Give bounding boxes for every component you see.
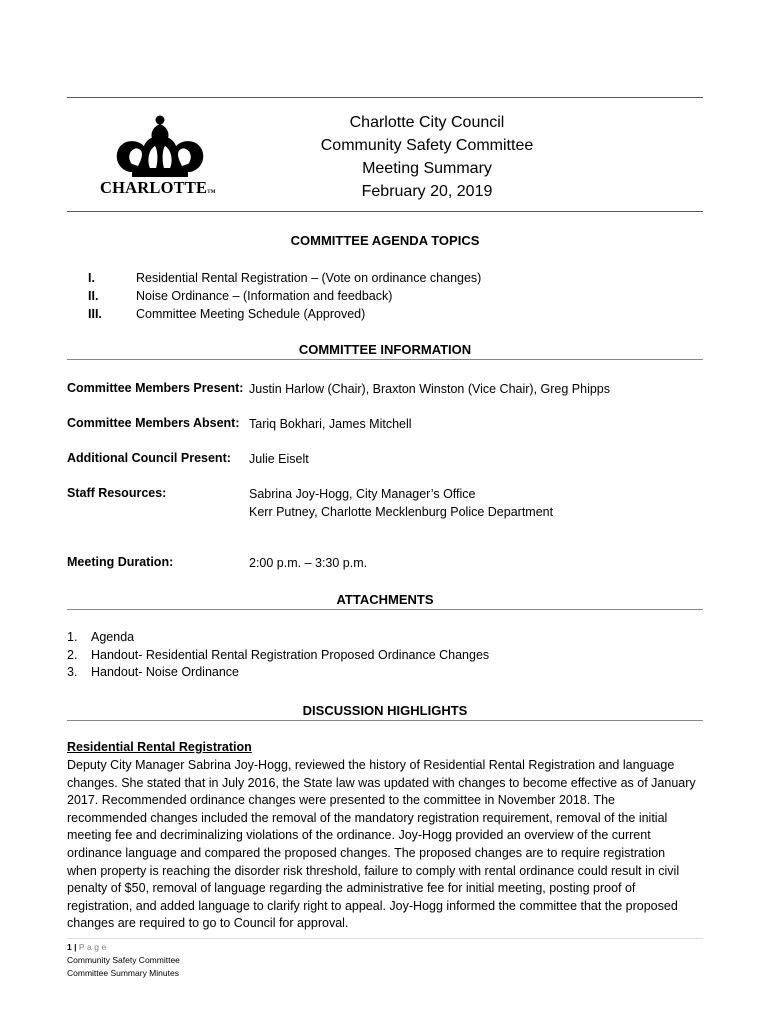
page-footer — [67, 941, 180, 980]
rental-registration-subheading: Residential Rental Registration — [67, 740, 252, 754]
paragraph-line: penalty of $50, removal of language regarding the administrative fee for initial meeting, posting proof of — [67, 881, 636, 896]
paragraph-line: changes are required to go to Council for approval. — [67, 916, 349, 931]
paragraph-line: changes. She stated that in July 2016, the State law was updated with changes to become effective as of January — [67, 775, 696, 790]
title-line: Charlotte City Council — [349, 114, 505, 131]
members-absent-value: Tariq Bokhari, James Mitchell — [249, 417, 412, 431]
footer-line: Community Safety Committee — [67, 955, 180, 965]
agenda-list — [88, 269, 481, 323]
paragraph-line: Deputy City Manager Sabrina Joy-Hogg, reviewed the history of Residential Rental Registration and language — [67, 758, 675, 772]
discussion-rule — [67, 720, 703, 721]
attachments-rule — [67, 609, 703, 610]
attachment-item: 2. Handout- Residential Rental Registration Proposed Ordinance Changes — [67, 647, 490, 662]
logo-wordmark: CHARLOTTETM — [100, 178, 216, 197]
members-present-value: Justin Harlow (Chair), Braxton Winston (Vice Chair), Greg Phipps — [249, 382, 611, 396]
title-line: Community Safety Committee — [320, 137, 534, 154]
paragraph-line: ordinance language and compared the proposed changes. The proposed changes are to require registration — [67, 845, 666, 860]
members-absent-label: Committee Members Absent: — [67, 416, 240, 430]
meeting-duration-label: Meeting Duration: — [67, 555, 174, 569]
attachments-heading: ATTACHMENTS — [336, 592, 434, 607]
document-title — [300, 111, 554, 203]
discussion-heading: DISCUSSION HIGHLIGHTS — [302, 703, 468, 718]
staff-resources-value — [249, 485, 553, 521]
paragraph-line: recommended changes included the removal of the mandatory registration requirement, removal of the initial — [67, 810, 668, 825]
agenda-heading: COMMITTEE AGENDA TOPICS — [290, 233, 480, 248]
paragraph-line: 2017. Recommended ordinance changes were presented to the committee in November 2018. The — [67, 793, 616, 808]
paragraph-line: meeting fee and decriminalizing violations of the ordinance. Joy-Hogg provided an overview of the current — [67, 828, 651, 843]
additional-council-value: Julie Eiselt — [249, 452, 309, 466]
page-number-line: 1 | Page — [67, 942, 109, 952]
agenda-item: III. Committee Meeting Schedule (Approved) — [88, 307, 366, 321]
staff-resources-label: Staff Resources: — [67, 486, 167, 500]
paragraph-line: registration, and added language to clarify right to appeal. Joy-Hogg informed the committee that the proposed — [67, 898, 678, 913]
discussion-paragraph — [67, 757, 707, 933]
attachment-item: 1. Agenda — [67, 630, 135, 644]
title-line: February 20, 2019 — [361, 183, 493, 200]
attachment-item: 3. Handout- Noise Ordinance — [67, 665, 239, 679]
staff-line: Kerr Putney, Charlotte Mecklenburg Police Department — [249, 505, 554, 519]
staff-line: Sabrina Joy-Hogg, City Manager’s Office — [249, 487, 476, 501]
title-line: Meeting Summary — [362, 160, 492, 177]
members-present-label: Committee Members Present: — [67, 381, 244, 395]
agenda-item: II. Noise Ordinance – (Information and feedback) — [88, 289, 393, 303]
page-label: Page — [78, 942, 109, 952]
footer-line: Committee Summary Minutes — [67, 968, 179, 978]
attachments-list — [67, 629, 489, 682]
meeting-duration-value: 2:00 p.m. – 3:30 p.m. — [249, 556, 368, 570]
additional-council-label: Additional Council Present: — [67, 451, 231, 465]
info-rule — [67, 359, 703, 360]
page-number: 1 — [67, 942, 72, 952]
header-bottom-rule — [67, 211, 703, 212]
paragraph-line: when property is reaching the disorder risk threshold, failure to comply with rental ordinance could result in civil — [67, 863, 680, 878]
top-rule — [67, 97, 703, 98]
footer-rule — [67, 938, 703, 939]
info-heading: COMMITTEE INFORMATION — [298, 342, 472, 357]
agenda-item: I. Residential Rental Registration – (Vote on ordinance changes) — [88, 271, 482, 285]
